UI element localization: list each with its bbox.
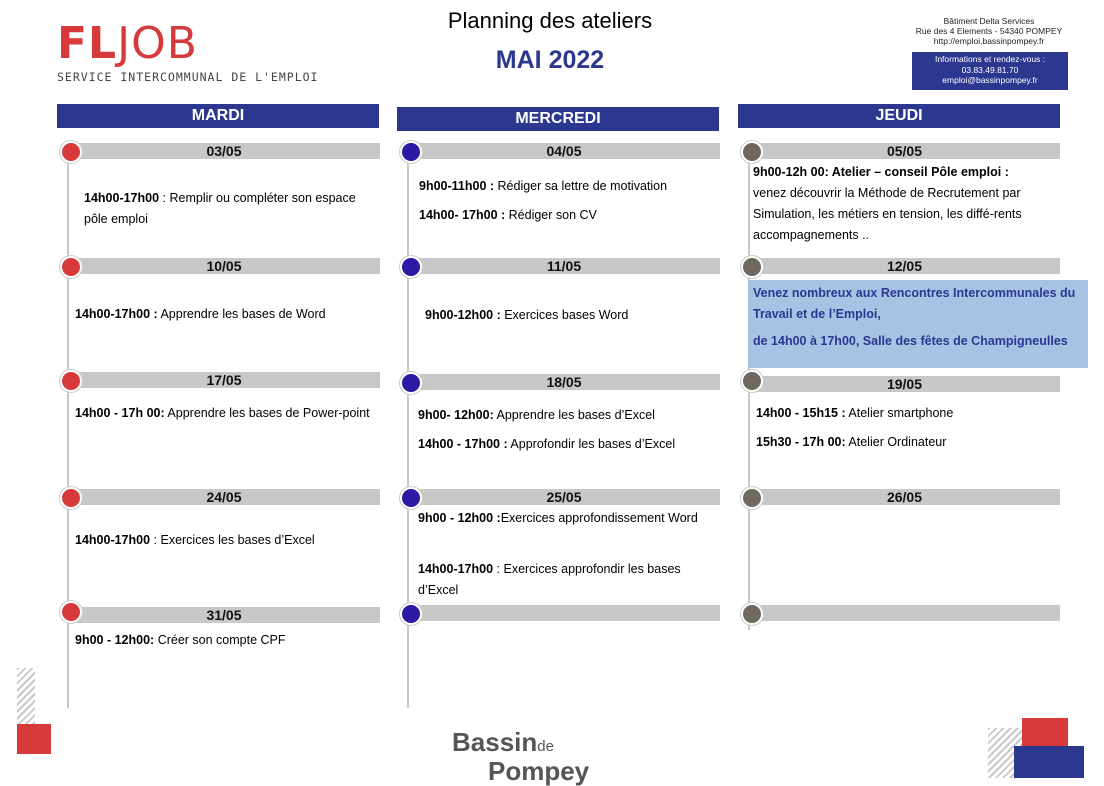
date-bar: 12/05 xyxy=(749,258,1060,274)
logo-text: Pompey xyxy=(488,756,590,786)
grey-dot-icon xyxy=(741,603,763,625)
phone-number: 03.83.49.81.70 xyxy=(961,64,1019,75)
event-text: Venez nombreux aux Rencontres Intercommunales du Travail et de l’Emploi, xyxy=(753,286,1076,321)
red-square-decoration xyxy=(1022,718,1068,748)
red-dot-icon xyxy=(60,601,82,623)
date-bar: 03/05 xyxy=(68,143,380,159)
logo-fl: FL xyxy=(57,18,118,69)
date-bar: 17/05 xyxy=(68,372,380,388)
bassin-pompey-logo xyxy=(452,727,590,786)
entry-text: 14h00-17h00 : Exercices les bases d’Excel xyxy=(75,533,315,547)
month-title: MAI 2022 xyxy=(495,46,605,74)
email-link[interactable]: emploi@bassinpompey.fr xyxy=(942,75,1038,85)
entry-text: 15h30 - 17h 00: Atelier Ordinateur xyxy=(756,435,947,449)
entry-text: 9h00-12h00 : Exercices bases Word xyxy=(425,308,629,322)
date-bar: 18/05 xyxy=(408,374,720,390)
event-highlight-box xyxy=(748,280,1088,368)
website-link[interactable]: http://emploi.bassinpompey.fr xyxy=(933,36,1045,46)
grey-dot-icon xyxy=(741,141,763,163)
info-box xyxy=(912,52,1068,90)
red-dot-icon xyxy=(60,256,82,278)
logo-text: Bassin xyxy=(452,727,538,757)
entry-text: 14h00-17h00 : Exercices approfondir les bases d’Excel xyxy=(418,562,681,597)
date-bar: 11/05 xyxy=(408,258,720,274)
red-dot-icon xyxy=(60,487,82,509)
blue-dot-icon xyxy=(400,487,422,509)
entry-text: 9h00- 12h00: Apprendre les bases d’Excel xyxy=(418,408,655,422)
timeline-line xyxy=(407,160,409,708)
red-dot-icon xyxy=(60,370,82,392)
entry-text: 14h00 - 15h15 : Atelier smartphone xyxy=(756,406,954,420)
logo-subtitle: SERVICE INTERCOMMUNAL DE L'EMPLOI xyxy=(57,70,319,84)
logo-job: JOB xyxy=(117,18,198,69)
entry-text: 14h00 - 17h00 : Approfondir les bases d’Excel xyxy=(418,437,676,451)
address-line: Rue des 4 Elements - 54340 POMPEY xyxy=(915,26,1063,36)
date-bar: 25/05 xyxy=(408,489,720,505)
entry-text: 9h00-11h00 : Rédiger sa lettre de motivation xyxy=(419,179,668,193)
blue-dot-icon xyxy=(400,256,422,278)
red-dot-icon xyxy=(60,141,82,163)
entry-text: 9h00 - 12h00 :Exercices approfondissement Word xyxy=(418,511,698,525)
date-bar: 24/05 xyxy=(68,489,380,505)
grey-dot-icon xyxy=(741,370,763,392)
timeline-line xyxy=(748,160,750,630)
page-title: Planning des ateliers xyxy=(447,8,653,33)
navy-square-decoration xyxy=(1014,746,1084,778)
column-header-jeudi: JEUDI xyxy=(738,104,1060,128)
grey-dot-icon xyxy=(741,256,763,278)
date-bar: 31/05 xyxy=(68,607,380,623)
hatch-decoration xyxy=(17,668,35,724)
blue-dot-icon xyxy=(400,372,422,394)
entry-text: 14h00-17h00 : Apprendre les bases de Word xyxy=(75,307,326,321)
date-bar: 19/05 xyxy=(749,376,1060,392)
date-bar: 26/05 xyxy=(749,489,1060,505)
date-bar xyxy=(408,605,720,621)
info-line: Informations et rendez-vous : xyxy=(934,54,1046,64)
timeline-line xyxy=(67,160,69,708)
fljob-logo xyxy=(57,18,198,69)
date-bar: 04/05 xyxy=(408,143,720,159)
entry-text: 14h00 - 17h 00: Apprendre les bases de Power-point xyxy=(75,406,370,420)
grey-dot-icon xyxy=(741,487,763,509)
event-text: de 14h00 à 17h00, Salle des fêtes de Champigneulles xyxy=(753,334,1068,348)
blue-dot-icon xyxy=(400,141,422,163)
blue-dot-icon xyxy=(400,603,422,625)
column-header-mercredi: MERCREDI xyxy=(397,107,719,131)
entry-text: 9h00-12h 00: Atelier – conseil Pôle emploi : venez découvrir la Méthode de Recrutement par Simulation, les métiers en tension, les diffé-rents accompagnements .. xyxy=(753,165,1022,242)
address-line: Bâtiment Delta Services xyxy=(943,16,1035,26)
entry-text: 9h00 - 12h00: Créer son compte CPF xyxy=(75,633,286,647)
column-header-mardi: MARDI xyxy=(57,104,379,128)
entry-text: 14h00- 17h00 : Rédiger son CV xyxy=(419,208,597,222)
logo-text: de xyxy=(537,738,554,755)
date-bar: 05/05 xyxy=(749,143,1060,159)
date-bar xyxy=(749,605,1060,621)
red-square-decoration xyxy=(17,724,51,754)
entry-text: 14h00-17h00 : Remplir ou compléter son espace pôle emploi xyxy=(84,191,356,226)
address-block xyxy=(904,16,1074,46)
date-bar: 10/05 xyxy=(68,258,380,274)
